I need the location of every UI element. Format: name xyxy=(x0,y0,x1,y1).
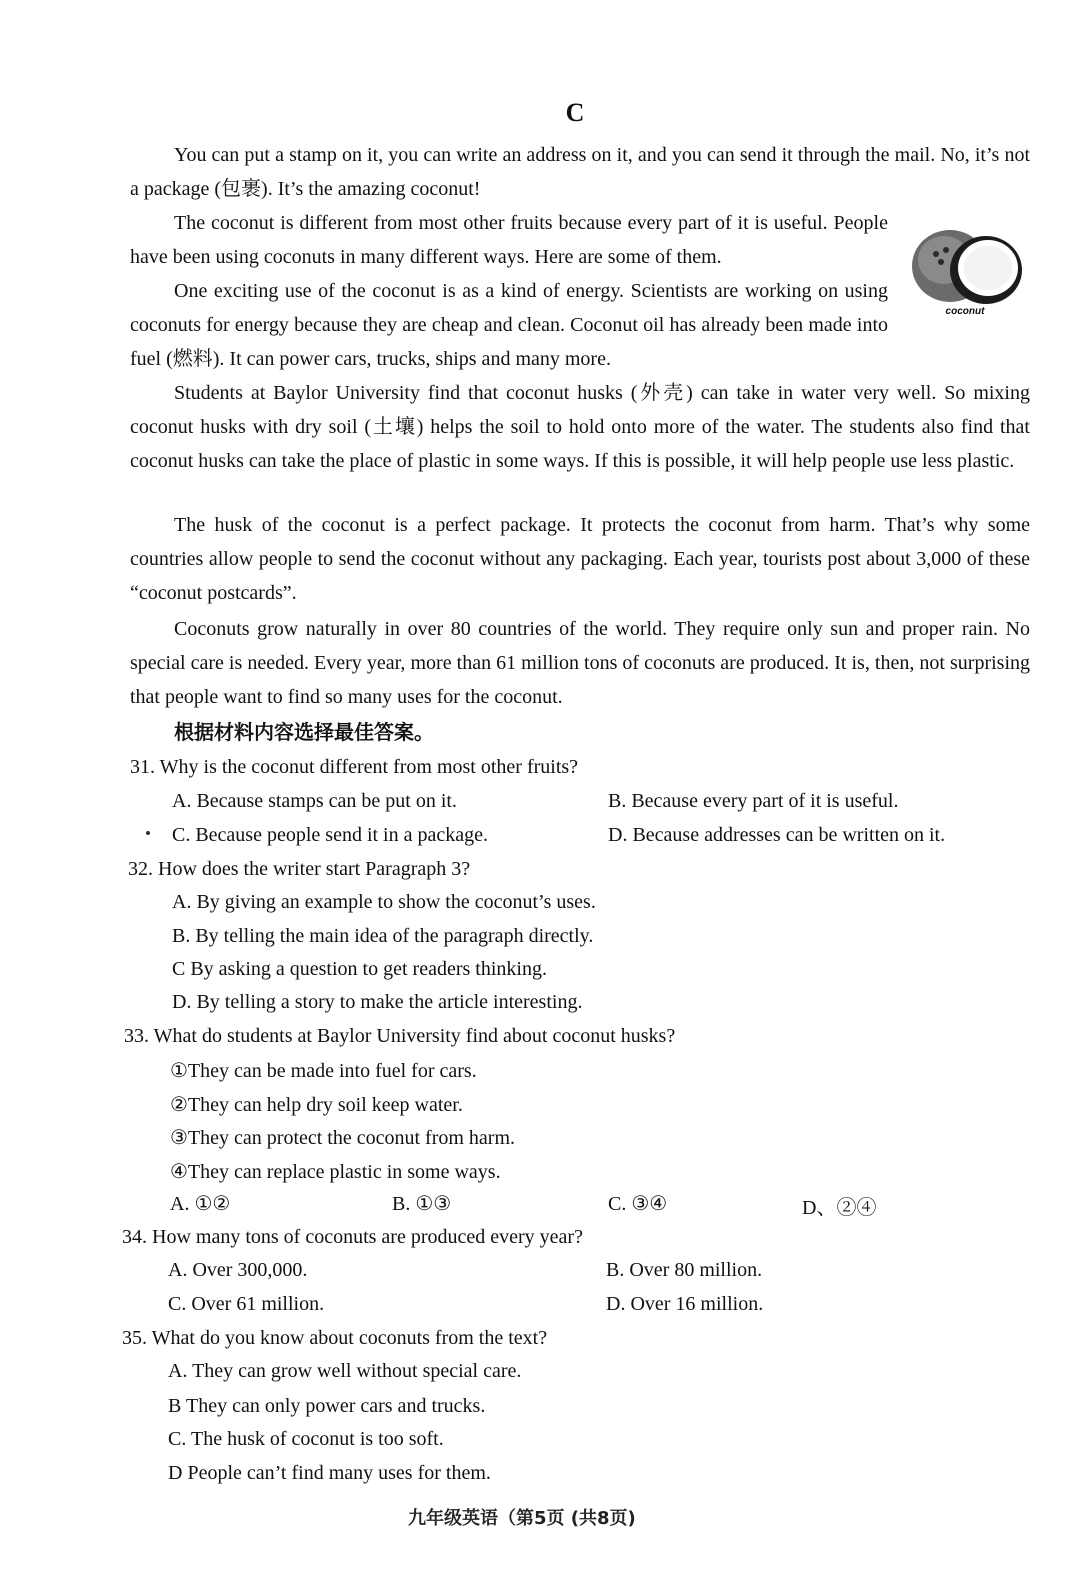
paragraph-6-text: Coconuts grow naturally in over 80 countries of the world. They require only sun and proper rain. No special care is needed. Every year, more than 61 million tons of coconuts are produced. It is, then, not surprising that people want to find so many uses for the coconut. xyxy=(130,618,1030,708)
figure-caption: coconut xyxy=(945,306,985,317)
q32-option-a[interactable]: A. By giving an example to show the coconut’s uses. xyxy=(172,891,596,913)
q32-option-d[interactable]: D. By telling a story to make the article interesting. xyxy=(172,991,583,1013)
paragraph-5-text: The husk of the coconut is a perfect package. It protects the coconut from harm. That’s why some countries allow people to send the coconut without any packaging. Each year, tourists post about 3,000 of these “coconut postcards”. xyxy=(130,514,1030,604)
q33-statement-4: ④They can replace plastic in some ways. xyxy=(170,1161,501,1183)
q35-option-a[interactable]: A. They can grow well without special care. xyxy=(168,1360,522,1382)
stray-mark xyxy=(146,831,150,835)
q31-option-d[interactable]: D. Because addresses can be written on it. xyxy=(608,824,946,846)
question-32-stem: 32. How does the writer start Paragraph 3? xyxy=(128,858,471,880)
paragraph-4-text: Students at Baylor University find that coconut husks (外壳) can take in water very well. So mixing coconut husks with dry soil (土壤) helps the soil to hold onto more of the water. The students also find that coconut husks can take the place of plastic in some ways. If this is possible, it will help people use less plastic. xyxy=(130,382,1030,472)
q31-option-c[interactable]: C. Because people send it in a package. xyxy=(172,824,488,846)
question-34-stem: 34. How many tons of coconuts are produced every year? xyxy=(122,1226,583,1248)
q31-option-b[interactable]: B. Because every part of it is useful. xyxy=(608,790,899,812)
paragraph-2-text: The coconut is different from most other fruits because every part of it is useful. People have been using coconuts in many different ways. Here are some of them. xyxy=(130,212,888,268)
paragraph-6 xyxy=(130,612,1030,714)
q34-option-c[interactable]: C. Over 61 million. xyxy=(168,1293,325,1315)
question-31-stem: 31. Why is the coconut different from most other fruits? xyxy=(130,756,579,778)
q32-option-b[interactable]: B. By telling the main idea of the paragraph directly. xyxy=(172,925,594,947)
paragraph-5 xyxy=(130,508,1030,610)
q34-option-a[interactable]: A. Over 300,000. xyxy=(168,1259,308,1281)
q33-option-a[interactable]: A. ①② xyxy=(170,1193,231,1215)
paragraph-1 xyxy=(130,138,1030,206)
paragraph-3-text: One exciting use of the coconut is as a kind of energy. Scientists are working on using coconuts for energy because they are cheap and clean. Coconut oil has already been made into fuel (燃料). It can power cars, trucks, ships and many more. xyxy=(130,280,888,370)
paragraph-2 xyxy=(130,206,888,274)
instruction: 根据材料内容选择最佳答案。 xyxy=(174,720,434,744)
q34-option-b[interactable]: B. Over 80 million. xyxy=(606,1259,763,1281)
q33-option-d[interactable]: D、②④ xyxy=(802,1197,877,1219)
paragraph-4 xyxy=(130,376,1030,478)
q33-statement-3: ③They can protect the coconut from harm. xyxy=(170,1127,516,1149)
section-title: C xyxy=(565,98,585,127)
q33-statement-2: ②They can help dry soil keep water. xyxy=(170,1094,463,1116)
q33-option-b[interactable]: B. ①③ xyxy=(392,1193,452,1215)
q33-statement-1: ①They can be made into fuel for cars. xyxy=(170,1060,477,1082)
question-33-stem: 33. What do students at Baylor University find about coconut husks? xyxy=(124,1025,676,1047)
paragraph-1-text: You can put a stamp on it, you can write an address on it, and you can send it through the mail. No, it’s not a package (包裹). It’s the amazing coconut! xyxy=(130,144,1030,200)
question-35-stem: 35. What do you know about coconuts from the text? xyxy=(122,1327,548,1349)
q31-option-a[interactable]: A. Because stamps can be put on it. xyxy=(172,790,457,812)
q34-option-d[interactable]: D. Over 16 million. xyxy=(606,1293,764,1315)
q35-option-c[interactable]: C. The husk of coconut is too soft. xyxy=(168,1428,444,1450)
q32-option-c[interactable]: C By asking a question to get readers thinking. xyxy=(172,958,547,980)
paragraph-3 xyxy=(130,274,888,376)
q35-option-b[interactable]: B They can only power cars and trucks. xyxy=(168,1395,486,1417)
q35-option-d[interactable]: D People can’t find many uses for them. xyxy=(168,1462,491,1484)
q33-option-c[interactable]: C. ③④ xyxy=(608,1193,668,1215)
page-footer: 九年级英语（第5页 (共8页) xyxy=(408,1508,636,1529)
